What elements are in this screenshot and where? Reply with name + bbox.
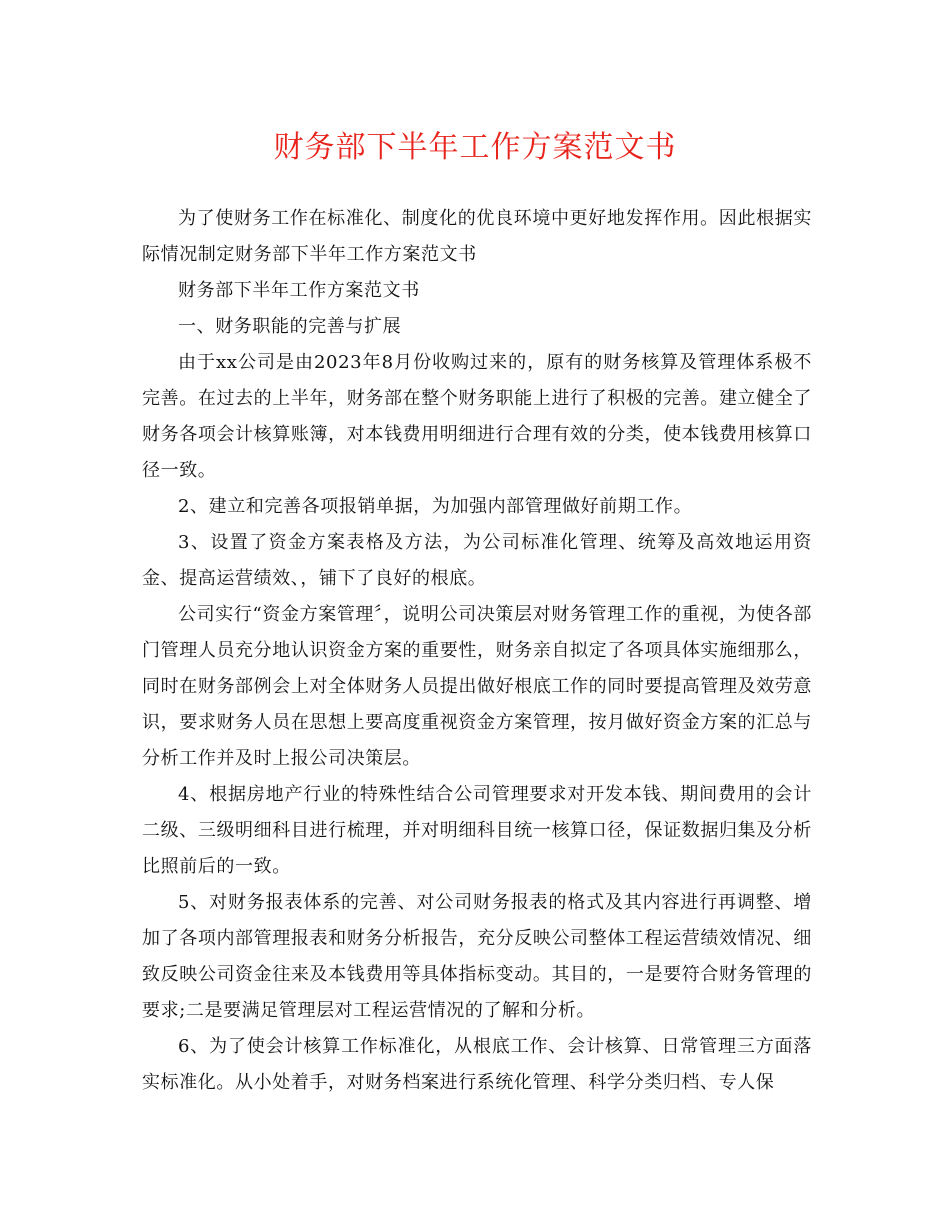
document-body xyxy=(142,201,812,1101)
section-heading: 一、财务职能的完善与扩展 xyxy=(178,316,402,337)
paragraph: 公司实行“资金方案管理〞，说明公司决策层对财务管理工作的重视，为使各部门管理人员充分地认识资金方案的重要性，财务亲自拟定了各项具体实施细那么，同时在财务部例会上对全体财务人员提出做好根底工作的同时要提高管理及效劳意识，要求财务人员在思想上要高度重视资金方案管理，按月做好资金方案的汇总与分析工作并及时上报公司决策层。 xyxy=(142,604,812,769)
paragraph: 由于xx公司是由2023年8月份收购过来的，原有的财务核算及管理体系极不完善。在过去的上半年，财务部在整个财务职能上进行了积极的完善。建立健全了财务各项会计核算账簿，对本钱费用明细进行合理有效的分类，使本钱费用核算口径一致。 xyxy=(142,352,812,481)
paragraph: 3、设置了资金方案表格及方法，为公司标准化管理、统筹及高效地运用资金、提高运营绩效、，铺下了良好的根底。 xyxy=(142,532,812,589)
paragraph-intro: 为了使财务工作在标准化、制度化的优良环境中更好地发挥作用。因此根据实际情况制定财务部下半年工作方案范文书 xyxy=(142,208,812,265)
paragraph-subtitle: 财务部下半年工作方案范文书 xyxy=(178,280,420,301)
paragraph: 5、对财务报表体系的完善、对公司财务报表的格式及其内容进行再调整、增加了各项内部管理报表和财务分析报告，充分反映公司整体工程运营绩效情况、细致反映公司资金往来及本钱费用等具体指标变动。其目的，一是要符合财务管理的要求;二是要满足管理层对工程运营情况的了解和分析。 xyxy=(142,892,812,1021)
paragraph: 4、根据房地产行业的特殊性结合公司管理要求对开发本钱、期间费用的会计二级、三级明细科目进行梳理，并对明细科目统一核算口径，保证数据归集及分析比照前后的一致。 xyxy=(142,784,812,877)
paragraph: 2、建立和完善各项报销单据，为加强内部管理做好前期工作。 xyxy=(178,496,693,517)
paragraph: 6、为了使会计核算工作标准化，从根底工作、会计核算、日常管理三方面落实标准化。从小处着手，对财务档案进行系统化管理、科学分类归档、专人保 xyxy=(142,1036,812,1093)
document-title: 财务部下半年工作方案范文书 xyxy=(273,130,677,165)
